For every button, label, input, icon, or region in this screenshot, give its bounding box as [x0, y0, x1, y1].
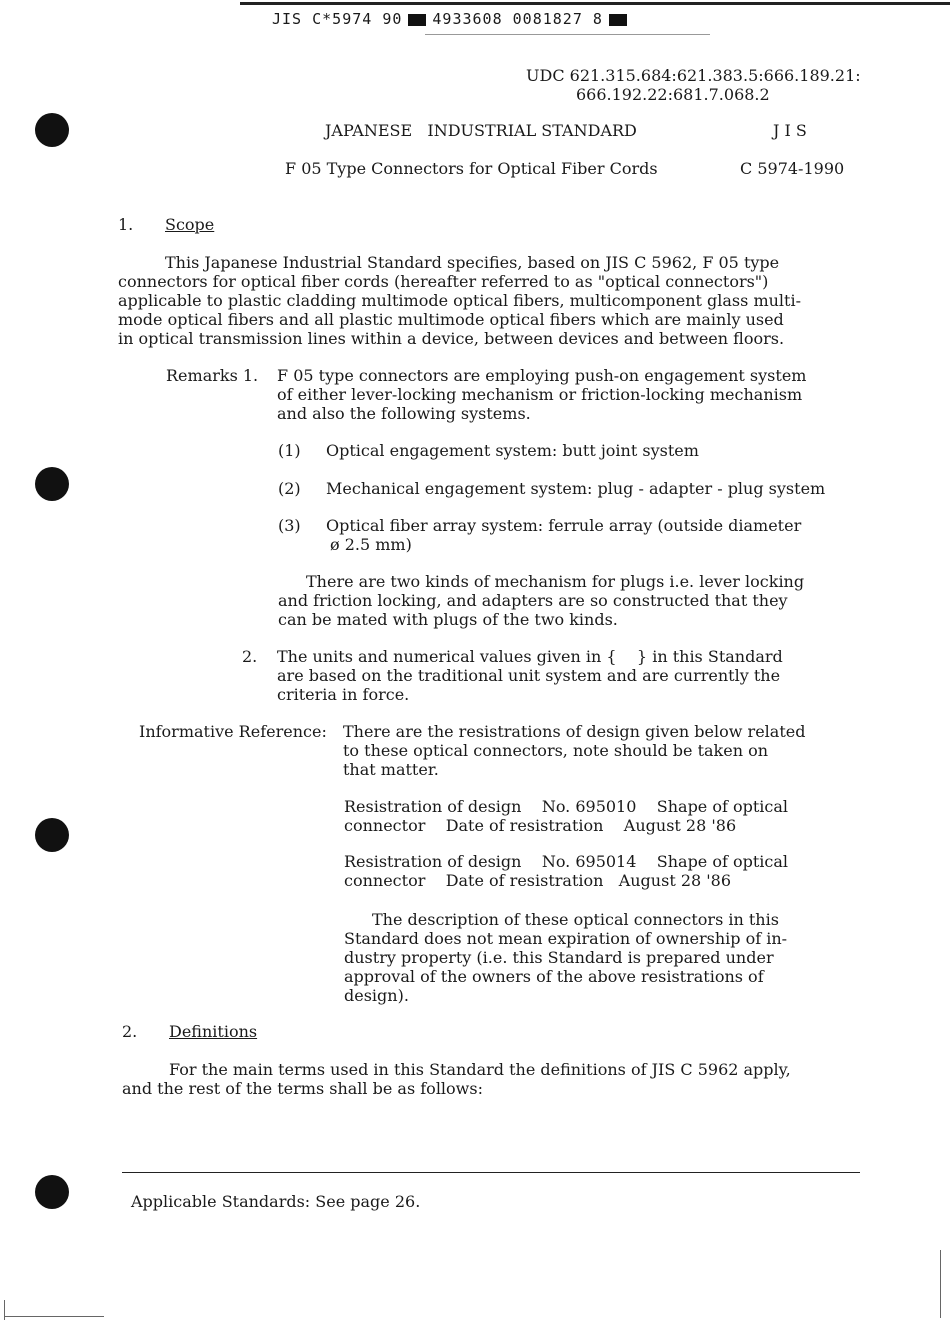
udc-line-2: 666.192.22:681.7.068.2	[576, 85, 770, 104]
remark-item-text: Mechanical engagement system: plug - adapter - plug system	[326, 479, 826, 498]
remark-item-number: (2)	[278, 479, 301, 498]
description-line: approval of the owners of the above resistrations of	[344, 967, 764, 986]
registration-2-line: Resistration of design No. 695014 Shape of optical	[344, 852, 789, 871]
udc-line-1: UDC 621.315.684:621.383.5:666.189.21:	[526, 66, 861, 85]
definitions-para-line: and the rest of the terms shall be as follows:	[122, 1079, 483, 1098]
top-border	[240, 2, 950, 5]
binder-hole-icon	[35, 818, 69, 852]
section-2-heading: Definitions	[169, 1022, 258, 1041]
remark-item-number: (1)	[278, 441, 301, 460]
section-1-number: 1.	[118, 215, 134, 234]
informative-line: There are the resistrations of design given below related	[343, 722, 806, 741]
standard-number: C 5974-1990	[740, 159, 845, 178]
binder-hole-icon	[35, 467, 69, 501]
mechanism-para-line: and friction locking, and adapters are so constructed that they	[278, 591, 788, 610]
informative-label: Informative Reference:	[139, 722, 327, 741]
registration-1-line: connector Date of resistration August 28 '86	[344, 816, 737, 835]
document-code-line	[272, 10, 633, 29]
remark-item-text: ø 2.5 mm)	[330, 535, 412, 554]
registration-2-line: connector Date of resistration August 28 '86	[344, 871, 732, 890]
applicable-standards-text: Applicable Standards: See page	[131, 1192, 390, 1211]
scan-edge-left	[4, 1300, 5, 1320]
remark-1-line: of either lever-locking mechanism or friction-locking mechanism	[277, 385, 803, 404]
scope-para-line: connectors for optical fiber cords (hereafter referred to as "optical connectors")	[118, 272, 769, 291]
remark-1-line: F 05 type connectors are employing push-on engagement system	[277, 366, 807, 385]
informative-line: to these optical connectors, note should be taken on	[343, 741, 769, 760]
mechanism-para-line: can be mated with plugs of the two kinds.	[278, 610, 618, 629]
remark-item-number: (3)	[278, 516, 301, 535]
description-line: The description of these optical connectors in this	[372, 910, 779, 929]
binder-hole-icon	[35, 113, 69, 147]
description-line: dustry property (i.e. this Standard is prepared under	[344, 948, 774, 967]
remark-1-line: and also the following systems.	[277, 404, 531, 423]
description-line: design).	[344, 986, 409, 1005]
mechanism-para-line: There are two kinds of mechanism for plugs i.e. lever locking	[306, 572, 805, 591]
applicable-standards-page: 26.	[394, 1192, 421, 1211]
remarks-label: Remarks 1.	[166, 366, 259, 385]
document-code-a: JIS C*5974 90	[272, 10, 403, 28]
binder-hole-icon	[35, 1175, 69, 1209]
scope-para-line: in optical transmission lines within a device, between devices and between floors.	[118, 329, 785, 348]
remark-2-line: The units and numerical values given in { } in this Standard	[277, 647, 783, 666]
remark-item-text: Optical engagement system: butt joint system	[326, 441, 699, 460]
registration-1-line: Resistration of design No. 695010 Shape of optical	[344, 797, 789, 816]
standard-organization: JAPANESE INDUSTRIAL STANDARD	[325, 121, 637, 140]
section-1-heading: Scope	[165, 215, 215, 234]
remark-item-text: Optical fiber array system: ferrule array (outside diameter	[326, 516, 802, 535]
remark-2-line: criteria in force.	[277, 685, 410, 704]
scope-para-line: This Japanese Industrial Standard specifies, based on JIS C 5962, F 05 type	[165, 253, 780, 272]
scan-edge-bottom	[4, 1316, 104, 1317]
scan-edge-right	[940, 1250, 941, 1318]
applicable-standards-note	[131, 1192, 420, 1211]
remark-2-number: 2.	[242, 647, 258, 666]
standard-subject: F 05 Type Connectors for Optical Fiber Cords	[285, 159, 658, 178]
informative-line: that matter.	[343, 760, 439, 779]
header-underline	[425, 34, 710, 35]
description-line: Standard does not mean expiration of ownership of in-	[344, 929, 788, 948]
scope-para-line: applicable to plastic cladding multimode optical fibers, multicomponent glass multi-	[118, 291, 801, 310]
barcode-block-icon	[408, 14, 426, 26]
barcode-block-icon	[609, 14, 627, 26]
section-2-number: 2.	[122, 1022, 138, 1041]
footer-rule	[122, 1172, 860, 1173]
scope-para-line: mode optical fibers and all plastic multimode optical fibers which are mainly used	[118, 310, 784, 329]
remark-2-line: are based on the traditional unit system and are currently the	[277, 666, 781, 685]
jis-mark: J I S	[773, 121, 807, 140]
definitions-para-line: For the main terms used in this Standard the definitions of JIS C 5962 apply,	[169, 1060, 791, 1079]
document-code-b: 4933608 0081827 8	[432, 10, 603, 28]
